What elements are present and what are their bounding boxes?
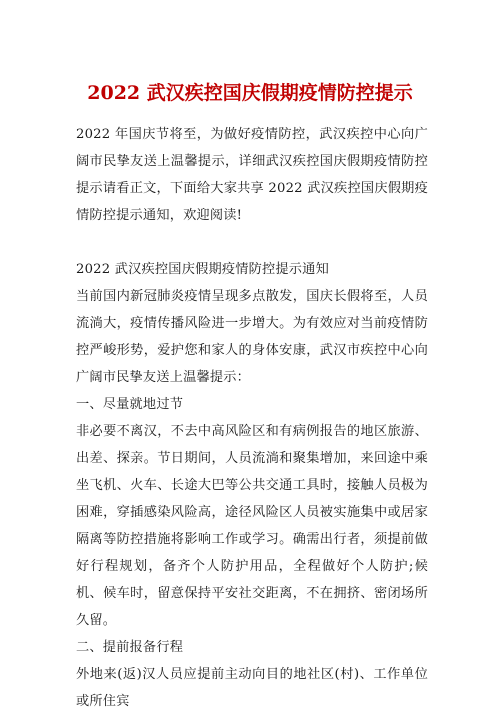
document-body — [76, 121, 428, 715]
section2-heading: 二、提前报备行程 — [76, 640, 184, 655]
section1-heading: 一、尽量就地过节 — [76, 397, 184, 412]
notice-title: 2022 武汉疾控国庆假期疫情防控提示通知 — [76, 262, 329, 277]
intro-paragraph: 2022 年国庆节将至，为做好疫情防控，武汉疾控中心向广阔市民挚友送上温馨提示，详细武汉疾控国庆假期疫情防控提示请看正文，下面给大家共享 2022 武汉疾控国庆假期疫情防控提示通知，欢迎阅读! — [76, 127, 428, 223]
paragraph-spacer — [76, 229, 428, 256]
document-title: 2022 武汉疾控国庆假期疫情防控提示 — [87, 82, 413, 104]
section2-paragraph: 外地来(返)汉人员应提前主动向目的地社区(村)、工作单位或所住宾 — [76, 667, 428, 709]
section1-paragraph: 非必要不离汉，不去中高风险区和有病例报告的地区旅游、出差、探亲。节日期间，人员流淌和聚集增加，来回途中乘坐飞机、火车、长途大巴等公共交通工具时，接触人员极为困难，穿插感染风险高，途径风险区人员被实施集中或居家隔离等防控措施将影响工作或学习。确需出行者，须提前做好行程规划，备齐个人防护用品，全程做好个人防护;候机、候车时，留意保持平安社交距离，不在拥挤、密闭场所久留。 — [76, 424, 428, 628]
notice-paragraph: 当前国内新冠肺炎疫情呈现多点散发，国庆长假将至，人员流淌大，疫情传播风险进一步增大。为有效应对当前疫情防控严峻形势，爱护您和家人的身体安康，武汉市疾控中心向广阔市民挚友送上温馨提示： — [76, 289, 428, 385]
